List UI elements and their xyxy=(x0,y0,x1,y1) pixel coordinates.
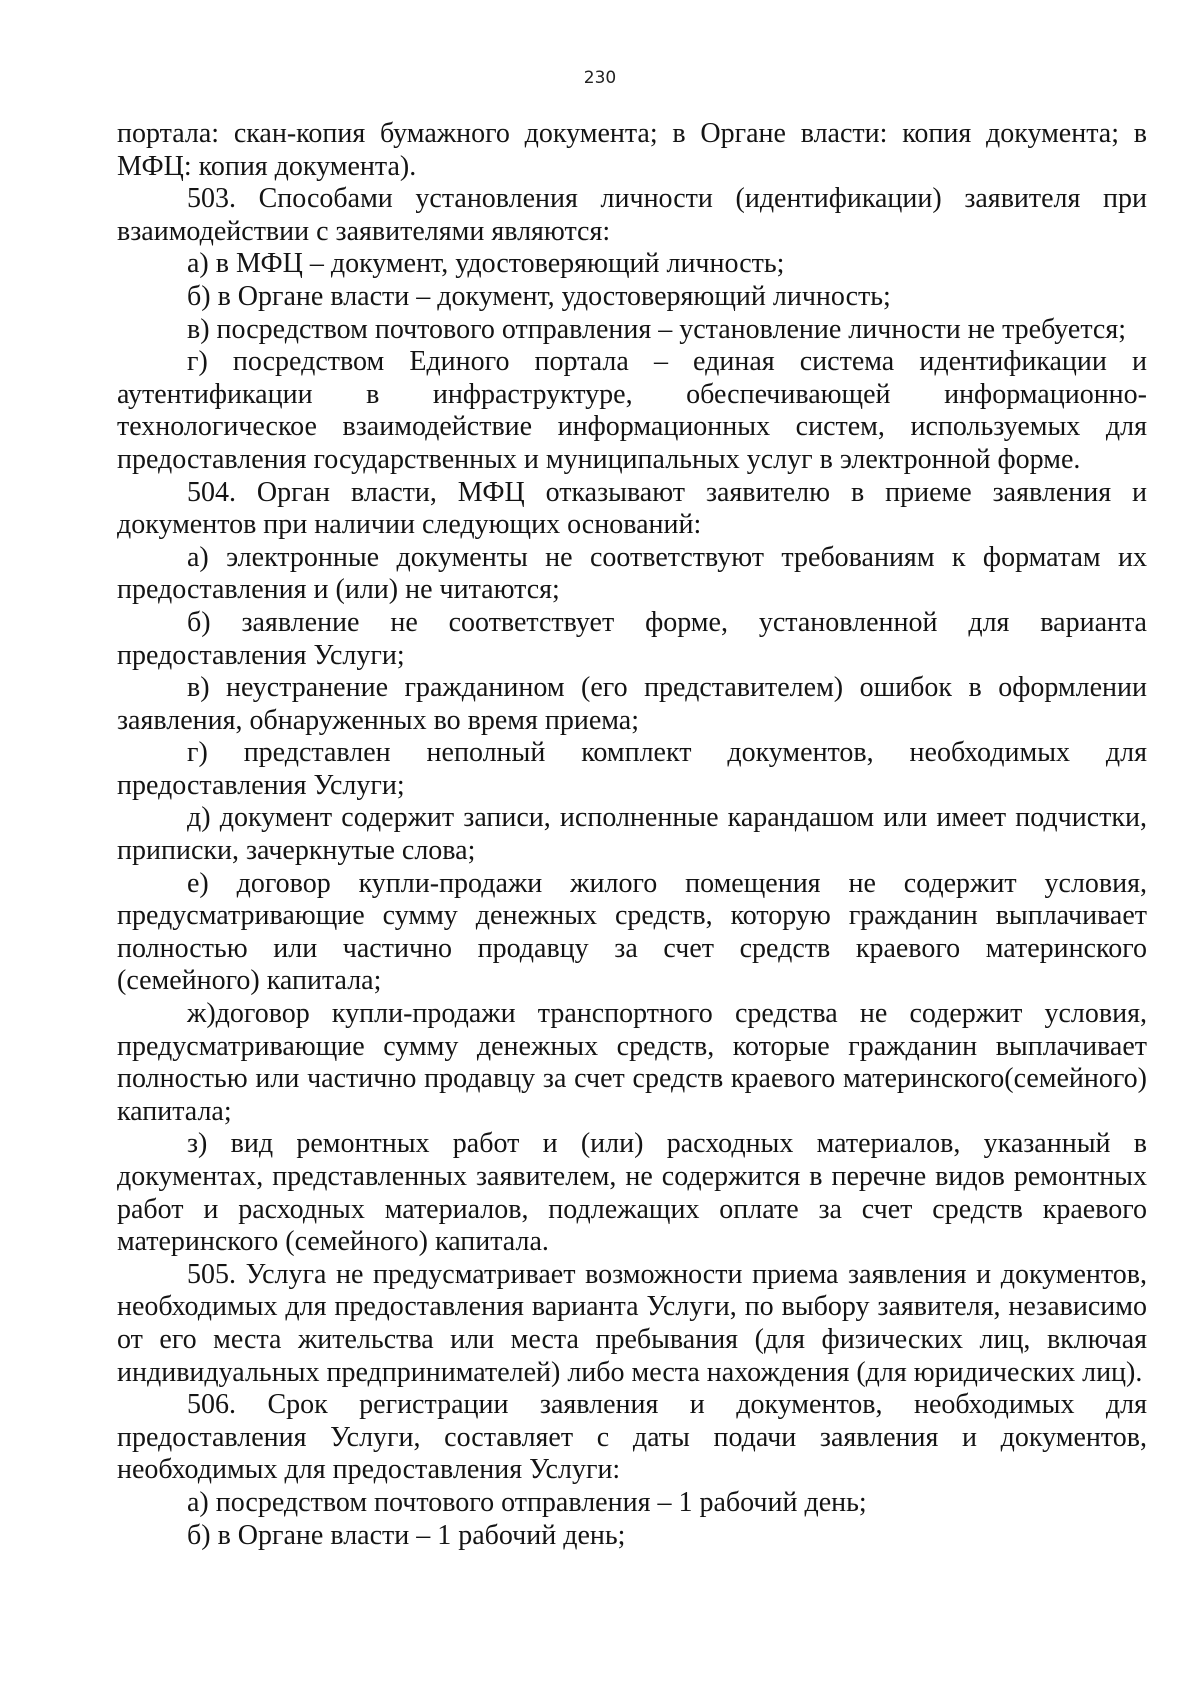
list-item-504-v: в) неустранение гражданином (его представителем) ошибок в оформлении заявления, обнаруженных во время приема; xyxy=(117,672,1147,736)
document-body xyxy=(117,118,1147,1552)
paragraph-503: 503. Способами установления личности (идентификации) заявителя при взаимодействии с заявителями являются: xyxy=(117,183,1147,247)
list-item-504-d: д) документ содержит записи, исполненные карандашом или имеет подчистки, приписки, зачеркнутые слова; xyxy=(117,802,1147,867)
list-item-504-e: е) договор купли-продажи жилого помещения не содержит условия, предусматривающие сумму денежных средств, которую гражданин выплачивает полностью или частично продавцу за счет средств краевого материнского (семейного) капитала; xyxy=(117,867,1147,997)
list-item-503-v: в) посредством почтового отправления – установление личности не требуется; xyxy=(187,313,1126,345)
paragraph-504: 504. Орган власти, МФЦ отказывают заявителю в приеме заявления и документов при наличии следующих оснований: xyxy=(117,476,1147,541)
list-item-503-b: б) в Органе власти – документ, удостоверяющий личность; xyxy=(187,280,891,312)
list-item-503-g: г) посредством Единого портала – единая система идентификации и аутентификации в инфраструктуре, обеспечивающей информационно-технологическое взаимодействие информационных систем, используемых для предоставления государственных и муниципальных услуг в электронной форме. xyxy=(117,346,1147,475)
list-item-504-a: а) электронные документы не соответствуют требованиям к форматам их предоставления и (или) не читаются; xyxy=(117,541,1147,606)
list-item-506-a: а) посредством почтового отправления – 1 рабочий день; xyxy=(187,1486,867,1518)
list-item-506-b: б) в Органе власти – 1 рабочий день; xyxy=(187,1519,626,1551)
list-item-504-z: з) вид ремонтных работ и (или) расходных материалов, указанный в документах, представленных заявителем, не содержится в перечне видов ремонтных работ и расходных материалов, подлежащих оплате за счет средств краевого материнского (семейного) капитала. xyxy=(117,1128,1147,1258)
list-item-504-b: б) заявление не соответствует форме, установленной для варианта предоставления Услуги; xyxy=(117,606,1147,671)
list-item-504-zh: ж)договор купли-продажи транспортного средства не содержит условия, предусматривающие сумму денежных средств, которые гражданин выплачивает полностью или частично продавцу за счет средств краевого материнского(семейного) капитала; xyxy=(117,998,1147,1127)
paragraph-505: 505. Услуга не предусматривает возможности приема заявления и документов, необходимых для предоставления варианта Услуги, по выбору заявителя, независимо от его места жительства или места пребывания (для физических лиц, включая индивидуальных предпринимателей) либо места нахождения (для юридических лиц). xyxy=(117,1258,1147,1388)
paragraph-506: 506. Срок регистрации заявления и документов, необходимых для предоставления Услуги, составляет с даты подачи заявления и документов, необходимых для предоставления Услуги: xyxy=(117,1389,1147,1486)
page-number: 230 xyxy=(583,68,617,88)
list-item-503-a: а) в МФЦ – документ, удостоверяющий личность; xyxy=(187,248,785,280)
list-item-504-g: г) представлен неполный комплект документов, необходимых для предоставления Услуги; xyxy=(117,737,1147,801)
paragraph-continuation: портала: скан-копия бумажного документа; в Органе власти: копия документа; в МФЦ: копия документа). xyxy=(117,118,1147,182)
